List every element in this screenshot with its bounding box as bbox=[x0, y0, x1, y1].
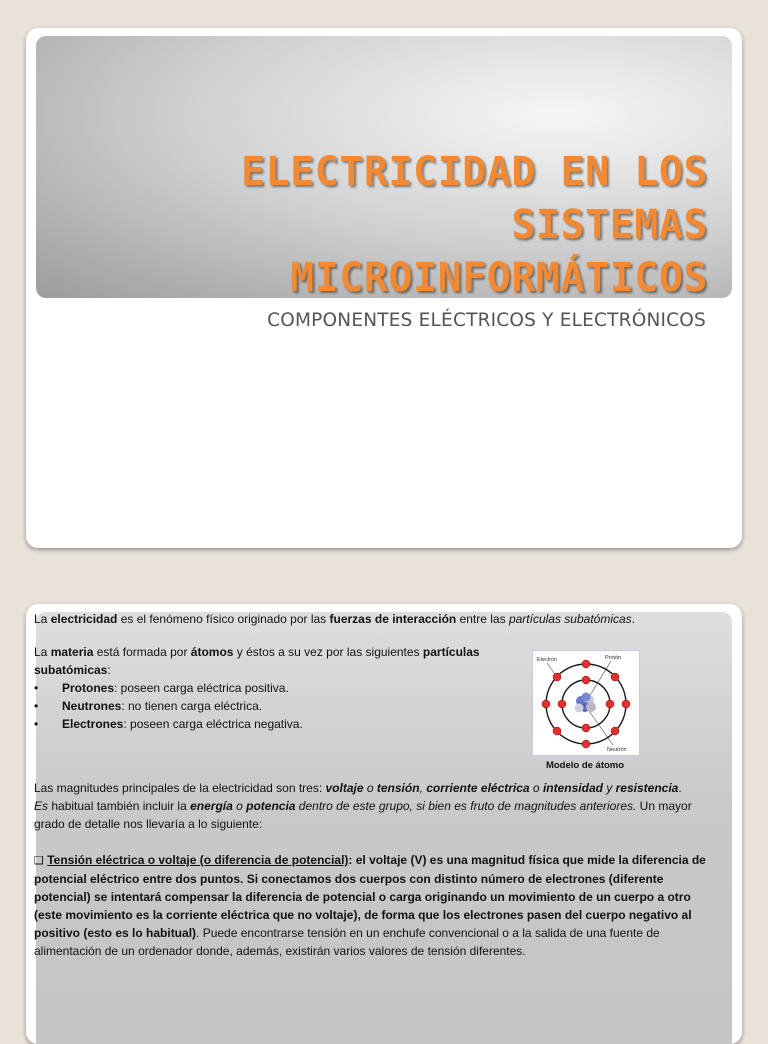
text-run: y bbox=[602, 781, 616, 795]
atom-diagram bbox=[532, 650, 640, 756]
text-run: está formada por bbox=[93, 645, 191, 659]
term-tension: Tensión eléctrica o voltaje (o diferencia de potencial) bbox=[47, 853, 349, 867]
text-run: subatómicas bbox=[34, 663, 108, 677]
text-run: corriente eléctrica bbox=[426, 781, 530, 795]
text-run: habitual también incluir la bbox=[48, 799, 191, 813]
text-run: La bbox=[34, 612, 51, 626]
electron bbox=[582, 676, 590, 684]
electron bbox=[542, 700, 550, 708]
paragraph-electricidad bbox=[34, 610, 716, 628]
electron bbox=[553, 673, 561, 681]
nucleon bbox=[582, 693, 591, 702]
bullet-text: : no tienen carga eléctrica. bbox=[121, 699, 263, 713]
electron bbox=[611, 673, 619, 681]
text-run: voltaje bbox=[325, 781, 364, 795]
electron bbox=[558, 700, 566, 708]
text-run: electricidad bbox=[50, 612, 118, 626]
text-run: . bbox=[631, 612, 636, 626]
text-run: Es bbox=[34, 799, 49, 813]
text-run: Un mayor grado de detalle nos llevaría a lo siguiente: bbox=[34, 799, 692, 831]
bullet-term: Neutrones bbox=[62, 699, 122, 713]
checkbox-bullet-icon: ❑ bbox=[34, 854, 44, 867]
paragraph-magnitudes bbox=[34, 779, 716, 833]
title-slide bbox=[26, 28, 742, 548]
label-electron: Electrón bbox=[537, 657, 558, 663]
text-run: materia bbox=[50, 645, 94, 659]
electron bbox=[553, 727, 561, 735]
text-run: dentro de este grupo, si bien es fruto de magnitudes anteriores. bbox=[295, 799, 637, 813]
text-run: átomos bbox=[190, 645, 234, 659]
paragraph-tension bbox=[34, 851, 716, 960]
text-run: fuerzas de interacción bbox=[329, 612, 457, 626]
text-run: , bbox=[419, 781, 427, 795]
text-run: entre las bbox=[456, 612, 509, 626]
slide-title bbox=[88, 146, 708, 305]
bullet-term: Protones bbox=[62, 681, 115, 695]
text-run: energía bbox=[190, 799, 233, 813]
text-run: o bbox=[363, 781, 377, 795]
text-run: tensión bbox=[376, 781, 420, 795]
electron bbox=[582, 724, 590, 732]
text-run: o bbox=[529, 781, 543, 795]
text-run: . bbox=[678, 781, 682, 795]
slide-subtitle: COMPONENTES ELÉCTRICOS Y ELECTRÓNICOS bbox=[267, 310, 706, 331]
text-run: resistencia bbox=[615, 781, 679, 795]
electron bbox=[622, 700, 630, 708]
electron bbox=[582, 740, 590, 748]
text-run: intensidad bbox=[542, 781, 603, 795]
nucleon bbox=[575, 704, 584, 713]
atom-icon bbox=[533, 651, 639, 755]
content-slide bbox=[26, 604, 742, 1044]
text-run: partículas bbox=[422, 645, 480, 659]
bullet-text: : poseen carga eléctrica negativa. bbox=[123, 717, 303, 731]
text-run: y éstos a su vez por las siguientes bbox=[233, 645, 423, 659]
title-line-2: SISTEMAS bbox=[511, 202, 708, 248]
bullet-text: : poseen carga eléctrica positiva. bbox=[114, 681, 289, 695]
text-run: Las magnitudes principales de la electricidad son tres: bbox=[34, 781, 326, 795]
label-neutron: Neutrón bbox=[607, 747, 627, 753]
text-run: . Puede encontrarse tensión en un enchufe convencional o a la salida de una fuente de alimentación de un ordenador donde, además, existirán varios valores de tensión diferentes. bbox=[34, 926, 660, 958]
text-run: partículas subatómicas bbox=[508, 612, 632, 626]
text-run: es el fenómeno físico originado por las bbox=[117, 612, 330, 626]
nucleon bbox=[586, 702, 596, 712]
text-run: : bbox=[107, 663, 111, 677]
bullet-term: Electrones bbox=[62, 717, 124, 731]
text-run: : el voltaje (V) es una magnitud física que mide la diferencia de potencial eléctrico entre dos puntos. Si conectamos dos cuerpos con distinto número de electrones (diferente potencial) se intentará compensar la diferencia de potencial o carga originando un movimiento de un cuerpo a otro (este movimiento es la corriente eléctrica que no voltaje), de forma que los electrones pasen del cuerpo negativo al positivo (esto es lo habitual) bbox=[34, 853, 706, 940]
label-proton: Protón bbox=[605, 655, 622, 661]
title-line-1: ELECTRICIDAD EN LOS bbox=[240, 149, 708, 195]
text-run: La bbox=[34, 645, 51, 659]
atom-caption: Modelo de átomo bbox=[545, 760, 625, 771]
electron bbox=[582, 660, 590, 668]
text-run: potencia bbox=[246, 799, 296, 813]
text-run: o bbox=[232, 799, 247, 813]
electron bbox=[611, 727, 619, 735]
title-line-3: MICROINFORMÁTICOS bbox=[290, 255, 708, 301]
electron bbox=[606, 700, 614, 708]
